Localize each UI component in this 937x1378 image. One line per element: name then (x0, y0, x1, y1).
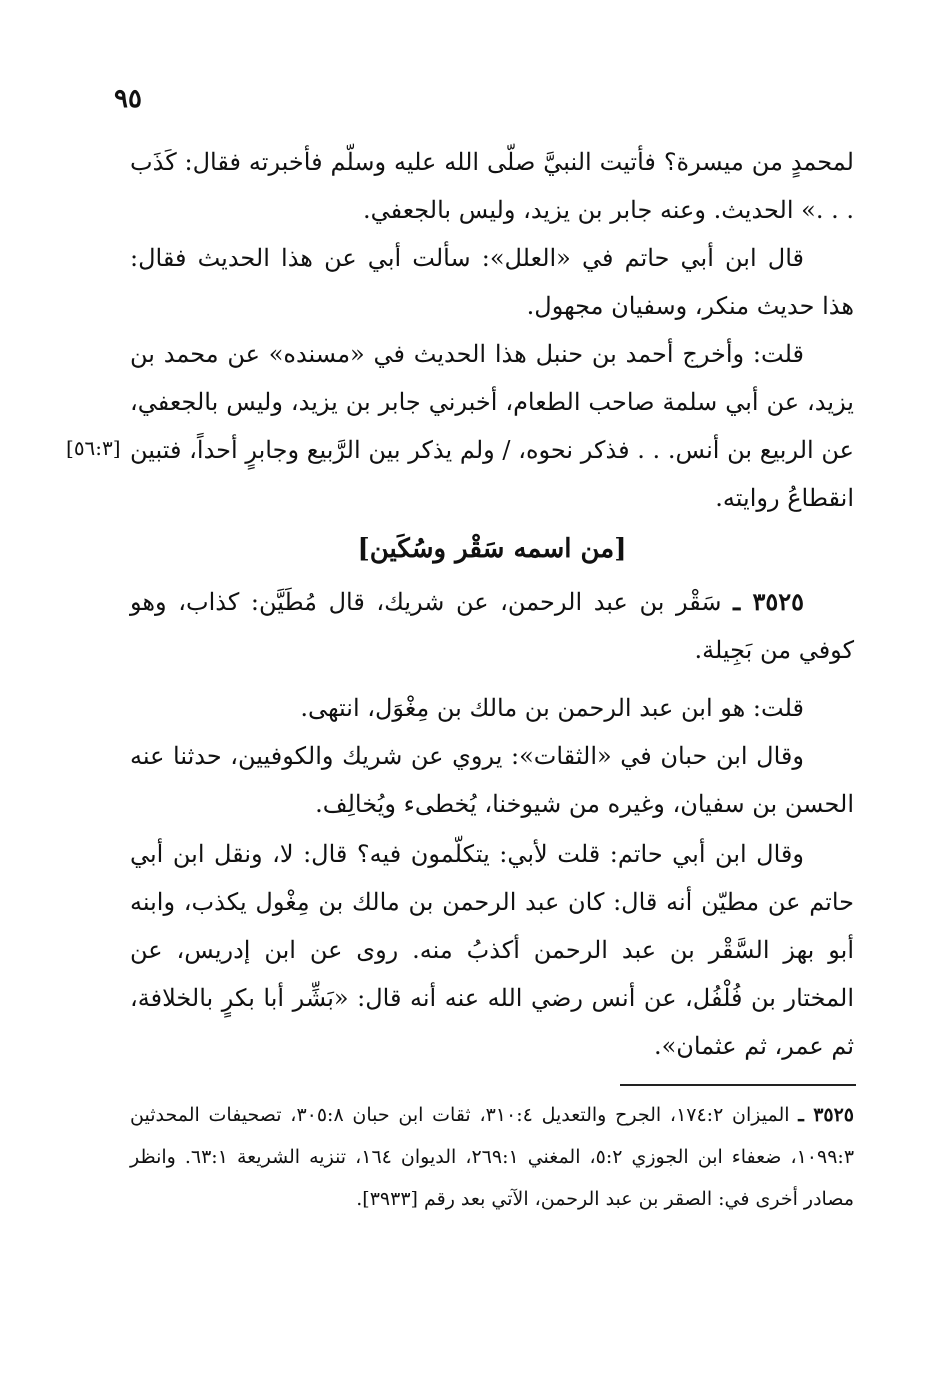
paragraph-ilal: قال ابن أبي حاتم في «العلل»: سألت أبي عن هذا الحديث فقال: هذا حديث منكر، وسفيان مجهول. (130, 244, 854, 320)
footnote-divider (620, 1084, 856, 1086)
margin-reference: [٥٦:٣] (66, 436, 121, 460)
entry-text: سَقْر بن عبد الرحمن، عن شريك، قال مُطَيَّن: كذاب، وهو كوفي من بَجِيلة. (130, 588, 854, 664)
paragraph-note: قلت: هو ابن عبد الرحمن بن مالك بن مِغْوَل، انتهى. (300, 694, 804, 722)
paragraph-hadith-end: لمحمدٍ من ميسرة؟ فأتيت النبيَّ صلّى الله عليه وسلّم فأخبرته فقال: كَذَب . . .» الحديث. وعنه جابر بن يزيد، وليس بالجعفي. (130, 148, 854, 224)
entry-number: ٣٥٢٥ ـ (733, 587, 805, 616)
section-heading: [من اسمه سَقْر وسُكَين] (357, 534, 627, 564)
footnote-text: الميزان ١٧٤:٢، الجرح والتعديل ٣١٠:٤، ثقات ابن حبان ٣٠٥:٨، تصحيفات المحدثين ١٠٩٩:٣، ضعفاء ابن الجوزي ٥:٢، المغني ٢٦٩:١، الديوان ١٦٤، تنزيه الشريعة ٦٣:١. وانظر مصادر أخرى في: الصقر بن عبد الرحمن، الآتي بعد رقم [٣٩٣٣]. (130, 1104, 855, 1210)
paragraph-abi-hatim: وقال ابن أبي حاتم: قلت لأبي: يتكلّمون فيه؟ قال: لا، ونقل ابن أبي حاتم عن مطيّن أنه قال: كان عبد الرحمن بن مالك بن مِغْول يكذب، وابنه أبو بهز السَّقْر بن عبد الرحمن أكذبُ منه. روى عن ابن إدريس، عن المختار بن فُلْفُل، عن أنس رضي الله عنه أنه قال: «بَشِّر أبا بكرٍ بالخلافة، ثم عمر، ثم عثمان». (130, 840, 854, 1060)
footnote-number: ٣٥٢٥ ـ (798, 1104, 855, 1126)
entry-3525 (130, 578, 854, 674)
paragraph-thiqat: وقال ابن حبان في «الثقات»: يروي عن شريك والكوفيين، حدثنا عنه الحسن بن سفيان، وغيره من شيوخنا، يُخطىء ويُخالِف. (130, 742, 854, 818)
page-number: ٩٥ (114, 84, 142, 114)
paragraph-musnad: قلت: وأخرج أحمد بن حنبل هذا الحديث في «مسنده» عن محمد بن يزيد، عن أبي سلمة صاحب الطعام، أخبرني جابر بن يزيد، وليس بالجعفي، عن الربيع بن أنس. . . فذكر نحوه، / ولم يذكر بين الرَّبيع وجابرٍ أحداً، فتبين انقطاعُ روايته. (130, 340, 854, 512)
footnote (130, 1094, 854, 1220)
